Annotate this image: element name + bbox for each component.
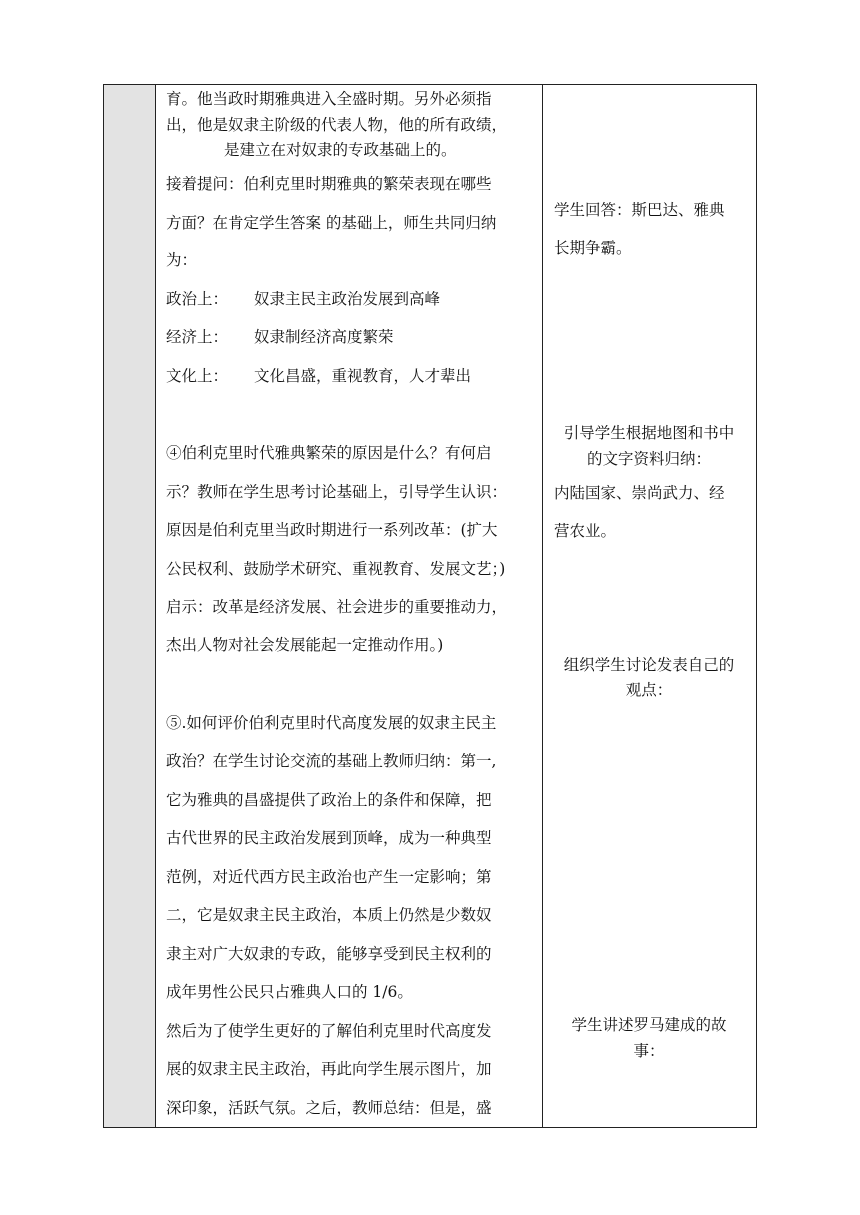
question-4-line: 公民权利、鼓励学术研究、重视教育、发展文艺；) <box>166 560 506 578</box>
question-4-line: 示？教师在学生思考讨论基础上，引导学生认识： <box>166 483 508 501</box>
side-note-line: 长期争霸。 <box>554 239 632 257</box>
side-note-line: 事： <box>633 1042 665 1060</box>
question-5-line: ⑤.如何评价伯利克里时代高度发展的奴隶主民主 <box>166 714 497 732</box>
economy-text: 奴隶制经济高度繁荣 <box>254 328 394 346</box>
politics-label: 政治上： <box>166 290 229 308</box>
main-text-line: 育。他当政时期雅典进入全盛时期。另外必须指 <box>166 90 492 108</box>
side-note-line: 学生讲述罗马建成的故 <box>571 1016 727 1034</box>
question-4-line: 启示：改革是经济发展、社会进步的重要推动力， <box>166 598 508 616</box>
main-text-line: 为： <box>166 251 198 269</box>
question-4-line: 原因是伯利克里当政时期进行一系列改革：(扩大 <box>166 521 498 539</box>
question-5-line: 古代世界的民主政治发展到顶峰，成为一种典型 <box>166 829 492 847</box>
question-5-line: 它为雅典的昌盛提供了政治上的条件和保障，把 <box>166 791 492 809</box>
question-5-line: 成年男性公民只占雅典人口的 1/6。 <box>166 983 413 1001</box>
closing-line: 展的奴隶主民主政治，再此向学生展示图片，加 <box>166 1060 492 1078</box>
shaded-left-column <box>104 85 156 1127</box>
question-4-line: ④伯利克里时代雅典繁荣的原因是什么？有何启 <box>166 444 492 462</box>
main-text-line: 接着提问：伯利克里时期雅典的繁荣表现在哪些 <box>166 175 492 193</box>
question-5-line: 政治？在学生讨论交流的基础上教师归纳：第一, <box>166 752 497 770</box>
main-text-line: 方面？在肯定学生答案 的基础上，师生共同归纳 <box>166 214 497 232</box>
economy-label: 经济上： <box>166 328 229 346</box>
main-text-line: 出，他是奴隶主阶级的代表人物，他的所有政绩， <box>166 116 508 134</box>
side-note-line: 引导学生根据地图和书中 <box>563 424 735 442</box>
question-5-line: 二，它是奴隶主民主政治，本质上仍然是少数奴 <box>166 906 492 924</box>
side-note-line: 的文字资料归纳： <box>586 450 711 468</box>
side-note-line: 观点： <box>625 681 673 699</box>
question-5-line: 隶主对广大奴隶的专政，能够享受到民主权利的 <box>166 945 492 963</box>
side-note-line: 学生回答：斯巴达、雅典 <box>554 201 725 219</box>
politics-text: 奴隶主民主政治发展到高峰 <box>254 290 441 308</box>
culture-label: 文化上： <box>166 367 229 385</box>
column-divider <box>542 85 543 1127</box>
closing-line: 深印象，活跃气氛。之后，教师总结：但是，盛 <box>166 1099 492 1117</box>
culture-text: 文化昌盛，重视教育，人才辈出 <box>254 367 472 385</box>
question-4-line: 杰出人物对社会发展能起一定推动作用。) <box>166 636 444 654</box>
question-5-line: 范例，对近代西方民主政治也产生一定影响；第 <box>166 868 492 886</box>
side-note-line: 内陆国家、崇尚武力、经 <box>554 484 725 502</box>
side-note-line: 组织学生讨论发表自己的 <box>563 656 735 674</box>
side-note-line: 营农业。 <box>554 522 617 540</box>
main-text-line: 是建立在对奴隶的专政基础上的。 <box>224 141 457 159</box>
closing-line: 然后为了使学生更好的了解伯利克里时代高度发 <box>166 1022 492 1040</box>
